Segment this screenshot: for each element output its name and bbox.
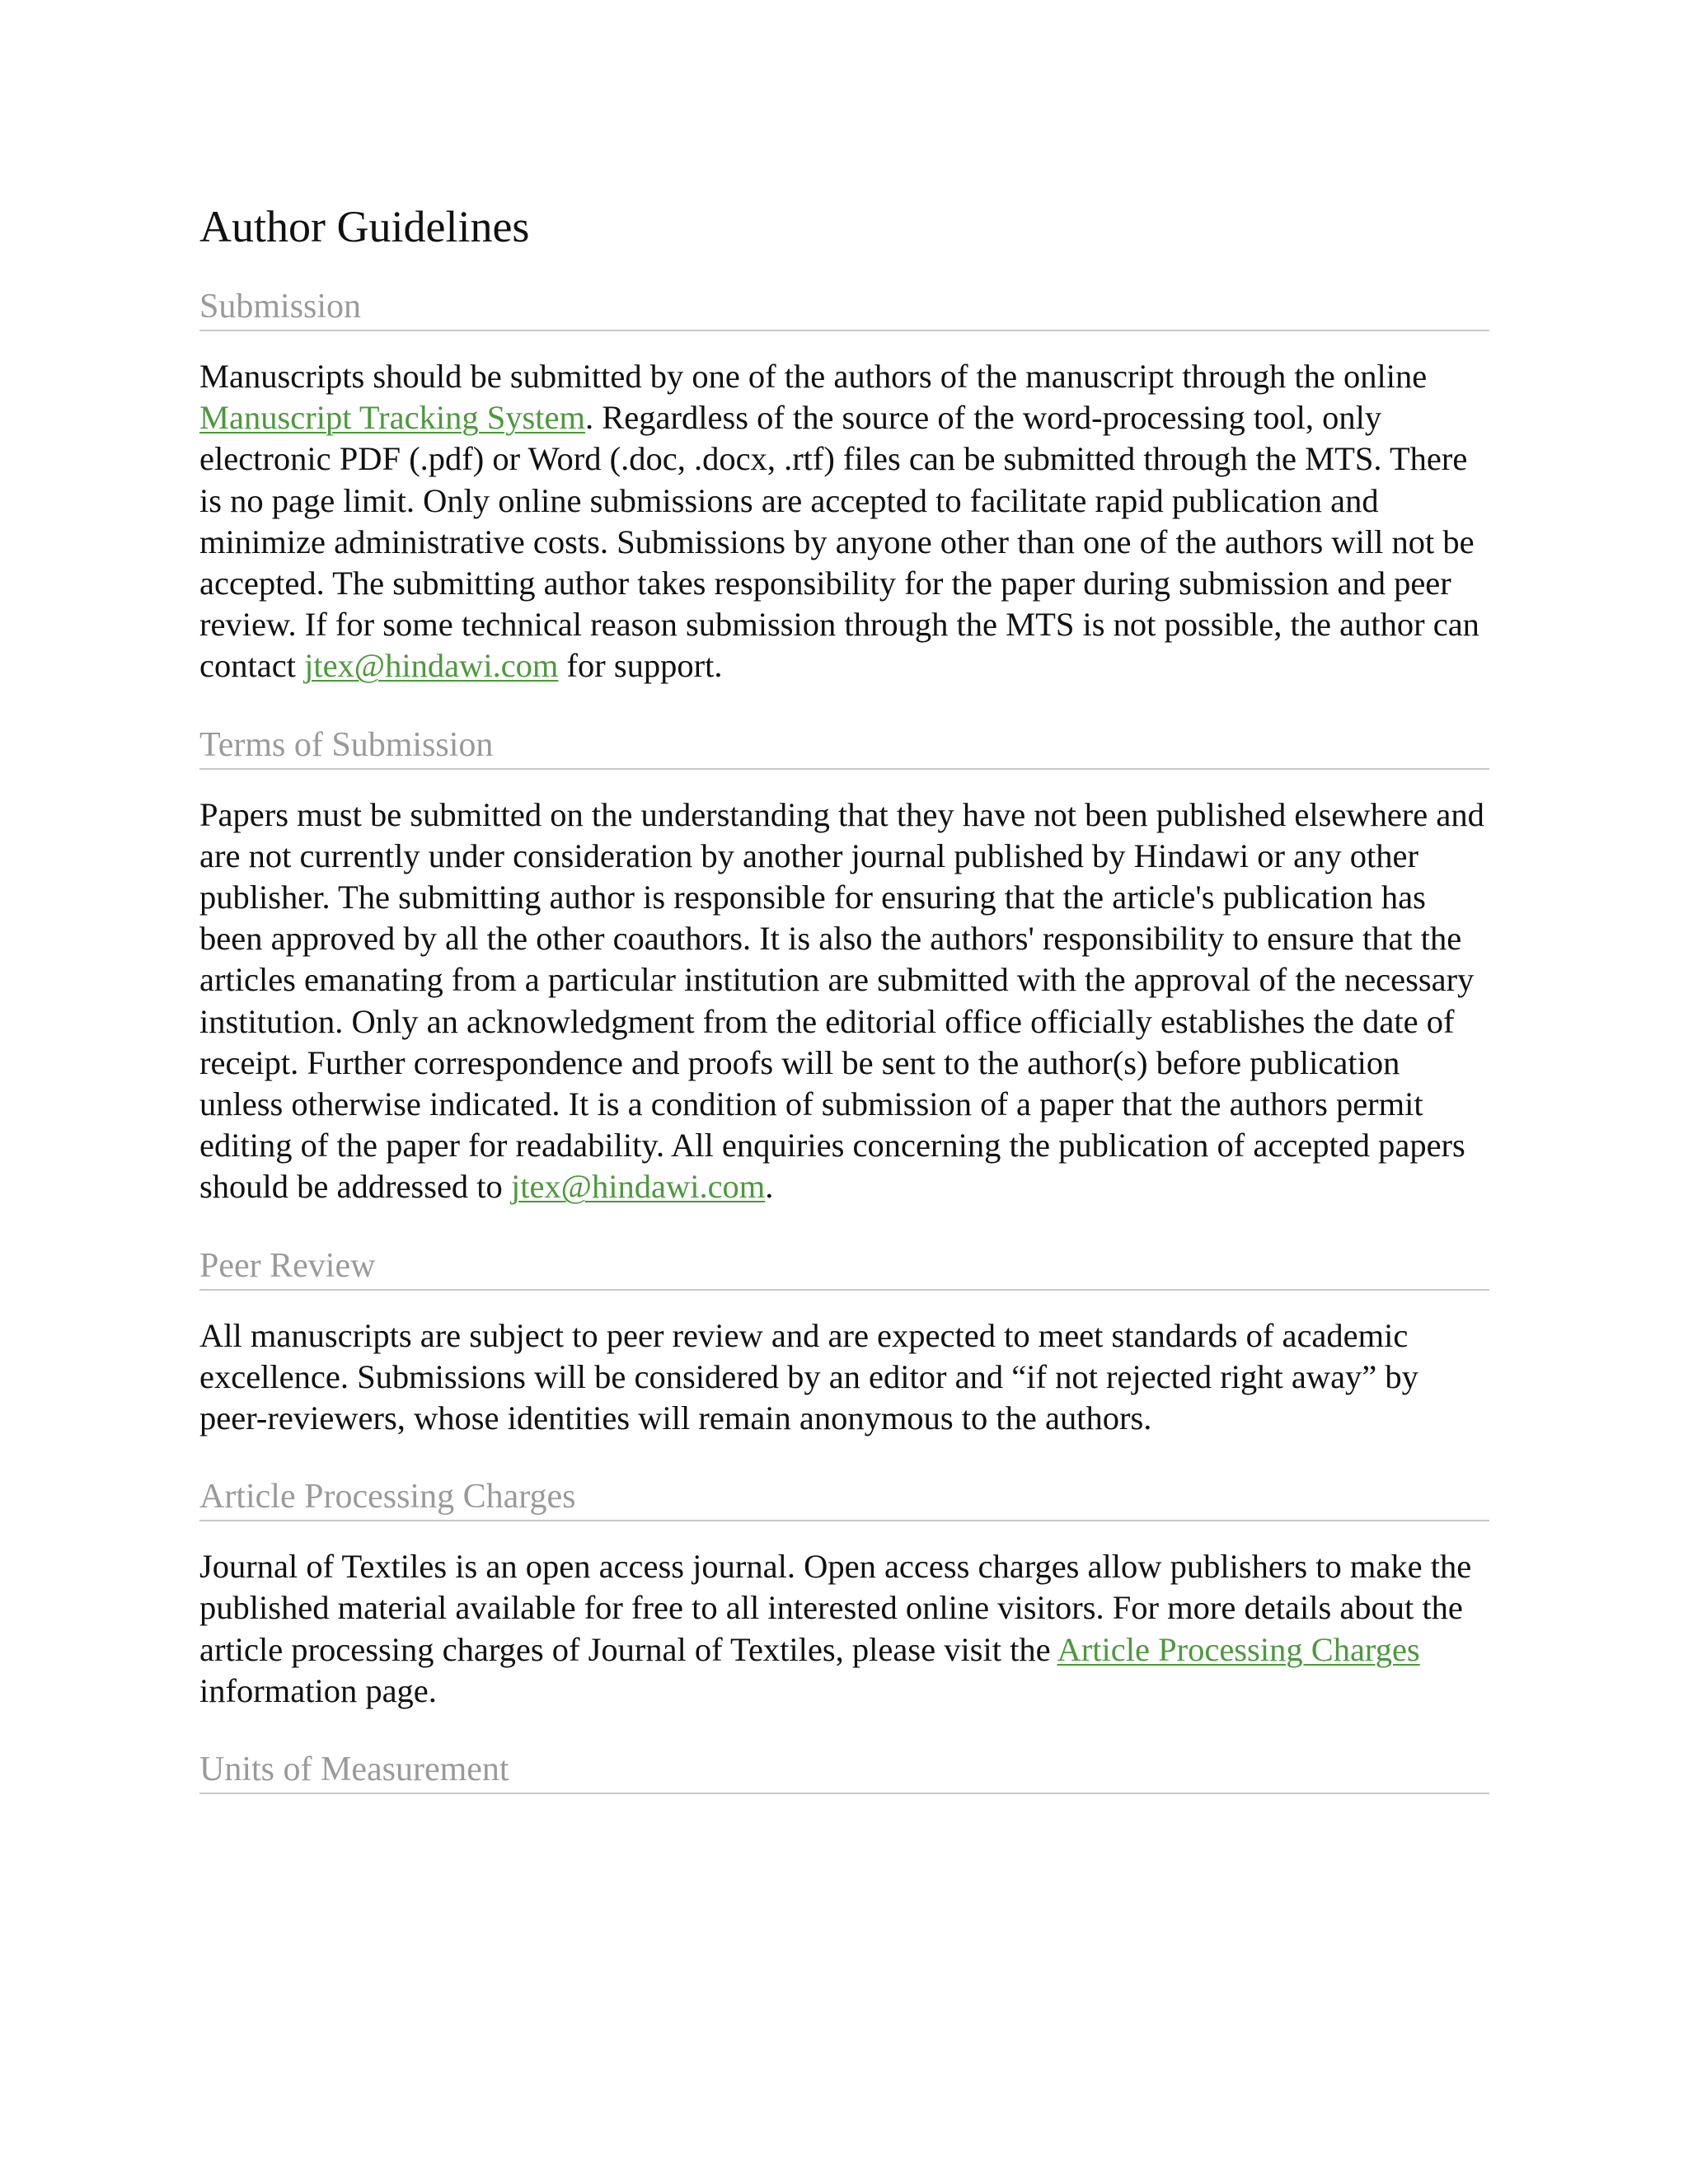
- paragraph-text: Journal of Textiles is an open access journal. Open access charges allow publishers to make the published material available for free to all interested online visitors. For more details about the article processing charges of Journal of Textiles, please visit the: [199, 1548, 1472, 1668]
- section-peer-review: [199, 1243, 1489, 1440]
- section-terms-of-submission: [199, 722, 1489, 1208]
- link-manuscript-tracking-system[interactable]: Manuscript Tracking System: [199, 399, 586, 437]
- link-jtex-hindawi-com[interactable]: jtex@hindawi.com: [304, 647, 559, 685]
- sections-container: [199, 284, 1489, 1794]
- paragraph-text: information page.: [199, 1671, 437, 1709]
- link-article-processing-charges[interactable]: Article Processing Charges: [1057, 1630, 1420, 1668]
- section-heading: Units of Measurement: [199, 1746, 1489, 1794]
- section-paragraph: [199, 1315, 1489, 1440]
- section-units-of-measurement: [199, 1746, 1489, 1794]
- paragraph-text: Manuscripts should be submitted by one of the authors of the manuscript through the online: [199, 358, 1428, 395]
- paragraph-text: Papers must be submitted on the understanding that they have not been published elsewhere and are not currently under consideration by another journal published by Hindawi or any other publisher. The submitting author is responsible for ensuring that the article's publication has been approved by all the other coauthors. It is also the authors' responsibility to ensure that the articles emanating from a particular institution are submitted with the approval of the necessary institution. Only an acknowledgment from the editorial office officially establishes the date of receipt. Further correspondence and proofs will be sent to the author(s) before publication unless otherwise indicated. It is a condition of submission of a paper that the authors permit editing of the paper for readability. All enquiries concerning the publication of accepted papers should be addressed to: [199, 795, 1484, 1206]
- paragraph-text: . Regardless of the source of the word-processing tool, only electronic PDF (.pdf) or Word (.doc, .docx, .rtf) files can be submitted through the MTS. There is no page limit. Only online submissions are accepted to facilitate rapid publication and minimize administrative costs. Submissions by anyone other than one of the authors will not be accepted. The submitting author takes responsibility for the paper during submission and peer review. If for some technical reason submission through the MTS is not possible, the author can contact: [199, 399, 1479, 685]
- section-paragraph: [199, 356, 1489, 687]
- page-title: Author Guidelines: [199, 202, 530, 251]
- document-content: [199, 191, 1489, 1794]
- section-paragraph: [199, 1546, 1489, 1712]
- section-heading: Peer Review: [199, 1243, 1489, 1291]
- link-jtex-hindawi-com[interactable]: jtex@hindawi.com: [510, 1168, 766, 1206]
- paragraph-text: All manuscripts are subject to peer review and are expected to meet standards of academic excellence. Submissions will be considered by an editor and “if not rejected right away” by peer-reviewers, whose identities will remain anonymous to the authors.: [199, 1316, 1418, 1437]
- section-submission: [199, 284, 1489, 687]
- section-heading: Submission: [199, 284, 1489, 331]
- section-heading: Article Processing Charges: [199, 1474, 1489, 1521]
- section-article-processing-charges: [199, 1474, 1489, 1712]
- section-heading: Terms of Submission: [199, 722, 1489, 770]
- paragraph-text: .: [765, 1168, 774, 1206]
- paragraph-text: for support.: [558, 647, 723, 685]
- section-paragraph: [199, 794, 1489, 1208]
